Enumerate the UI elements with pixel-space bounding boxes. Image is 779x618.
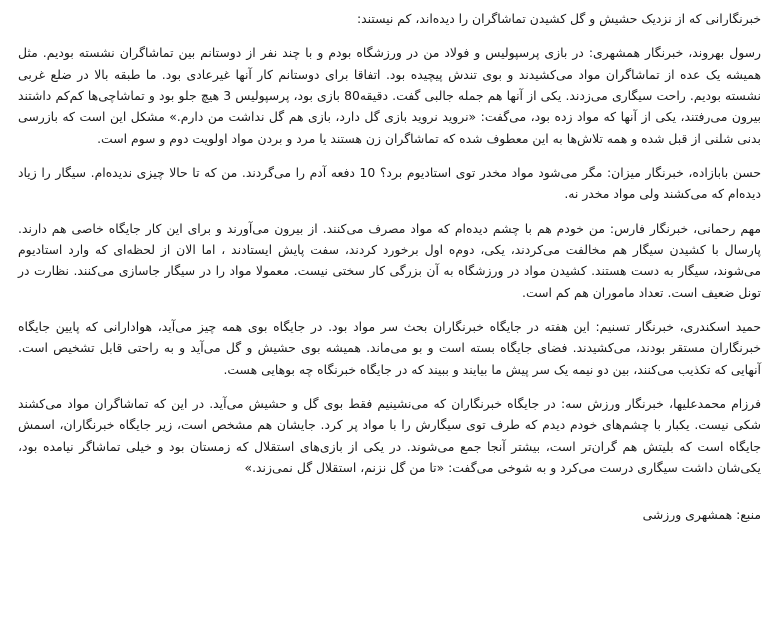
article-body — [18, 8, 761, 525]
paragraph-mohammadaliha: فرزام محمدعلیها، خبرنگار ورزش سه: در جایگاه خبرنگاران که می‌نشینیم فقط بوی گل و حشیش می‌آید. در این که تماشاگران مواد می‌کشند شکی نیست. یکبار با چشم‌های خودم دیدم که طرف توی سیگارش را با مواد پر کرد. جایشان هم مشخص است، زیر جایگاه خبرنگاران، اسمش جایگاه است که بلیتش هم گران‌تر است، بیشتر آنجا جمع می‌شوند. در یکی از بازی‌های استقلال که زمستان بود و خیلی تماشاگر نیامده بود، یکی‌شان داشت سیگاری درست می‌کرد و به شوخی می‌گفت: «تا من گل نزنم، استقلال گل نمی‌زند.» — [18, 395, 761, 475]
paragraph-behrouz: رسول بهروند، خبرنگار همشهری: در بازی پرسپولیس و فولاد من در ورزشگاه بودم و با چند نفر از دوستانم بین تماشاگران نشسته بودیم. مثل همیشه یک عده از تماشاگران مواد می‌کشیدند و بوی تندش پیچیده بود. اتفاقا برای دوستانم کار آنها غیرعادی بود. ما طبقه بالا در ضلع غربی نشسته بودیم. راحت سیگاری می‌زدند. یکی از آنها هم جمله جالبی گفت. دقیقه80 بازی بود، پرسپولیس 3 هیچ جلو بود و تماشاچی‌ها کم‌کم داشتند بیرون می‌رفتند، یکی از آنها که مواد زده بود، می‌گفت: «نروید نروید بازی گل دارد، بازی هم گل نداشت من دارم.» مشکل این است که بازرسی بدنی شلنی از قبل شده و همه تلاش‌ها به این معطوف شده که تماشاگران زن هستند یا مرد و بردن مواد اولویت دوم و سوم است. — [18, 45, 761, 146]
paragraph-babazadeh: حسن بابازاده، خبرنگار میزان: مگر می‌شود مواد مخدر توی استادیوم برد؟ 10 دفعه آدم را می‌گردند. من که تا حالا چیزی ندیده‌ام. سیگار را زیاد دیده‌ام که می‌کشند ولی مواد مخدر نه. — [18, 164, 761, 202]
paragraph-rahmani: مهم رحمانی، خبرنگار فارس: من خودم هم با چشم دیده‌ام که مواد مصرف می‌کنند. از بیرون می‌آورند و برای این کار جایگاه خاصی هم دارند. پارسال با کشیدن سیگار هم مخالفت می‌کردند، یکی، دوم‌ه اول برخورد کردند، سفت پایش ایستادند ، اما الان از لحظه‌ای که وارد استادیوم می‌شوند، سیگار به دست هستند. کشیدن مواد در ورزشگاه به آن بزرگی کار سختی نیست. معمولا مواد را در سیگار جاسازی می‌کنند. نظارت در تونل ضعیف است. تعداد ماموران هم کم است. — [18, 220, 761, 300]
paragraph-intro: خبرنگارانی که از نزدیک حشیش و گل کشیدن تماشاگران را دیده‌اند، کم نیستند: — [356, 11, 761, 26]
source-line: منبع: همشهری ورزشی — [642, 507, 761, 523]
paragraph-eskandari: حمید اسکندری، خبرنگار تسنیم: این هفته در جایگاه خبرنگاران بحث سر مواد بود. در جایگاه بوی همه چیز می‌آید، هوادارانی که پایین جایگاه خبرنگاران مستقر بودند، می‌کشیدند. فضای جایگاه بسته است و بو می‌ماند. همیشه بوی حشیش و گل می‌آید و به راحتی قابل تشخیص است. آنهایی که تکذیب می‌کنند، بین دو نیمه یک سر پیش ما بیایند و ببیند که در جایگاه خبرنگاه چه بوهایی هست. — [18, 318, 761, 377]
